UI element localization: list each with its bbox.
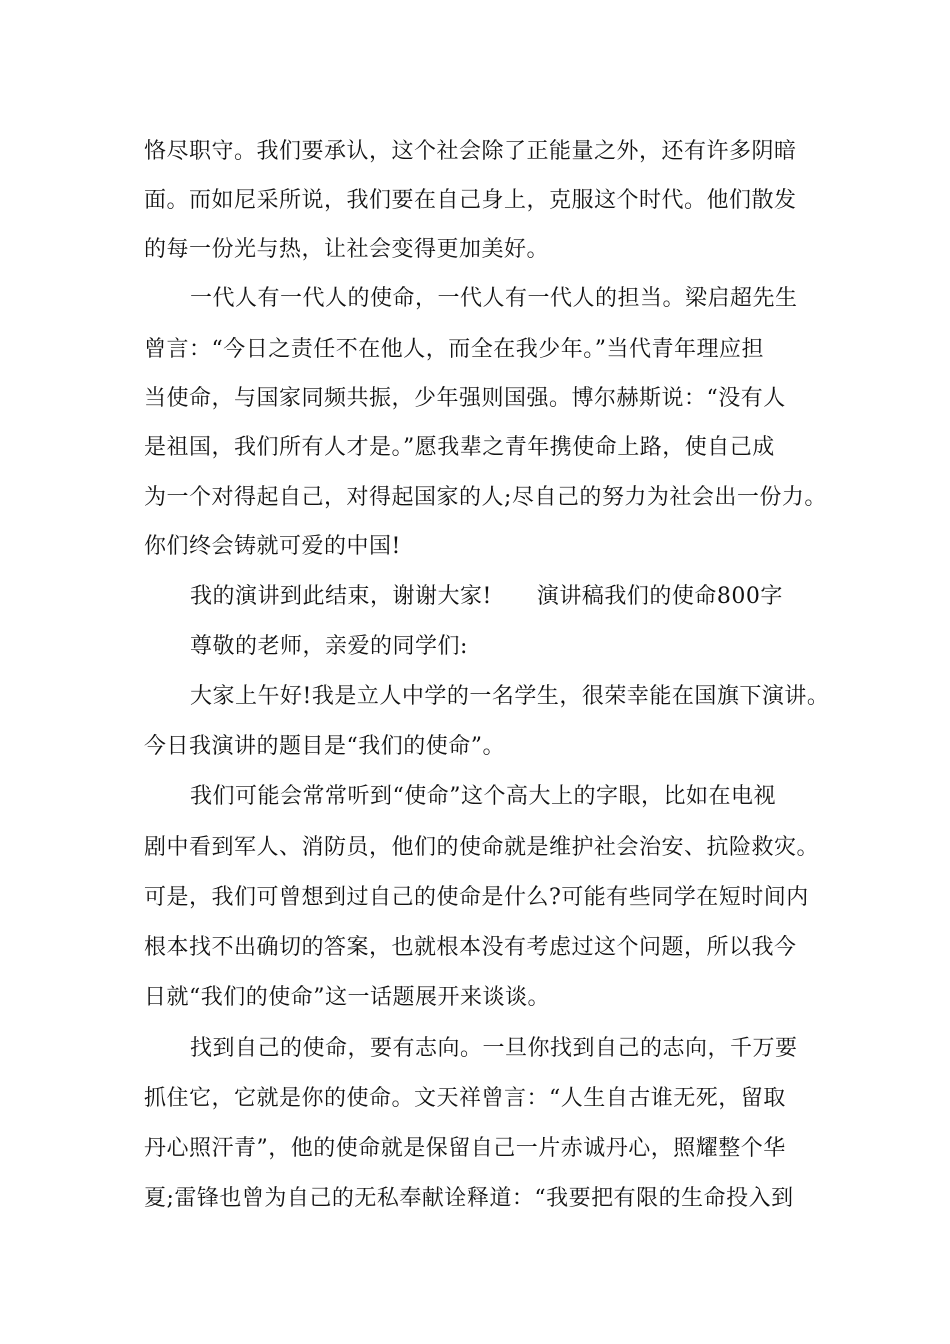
text-line: 恪尽职守。我们要承认，这个社会除了正能量之外，还有许多阴暗 (144, 139, 797, 164)
text-line: 夏;雷锋也曾为自己的无私奉献诠释道：“我要把有限的生命投入到 (144, 1186, 794, 1211)
text-line: 是祖国，我们所有人才是。”愿我辈之青年携使命上路，使自己成 (144, 435, 775, 460)
text-line: 的每一份光与热，让社会变得更加美好。 (144, 237, 550, 262)
text-line: 日就“我们的使命”这一话题展开来谈谈。 (144, 985, 550, 1010)
text-line: 今日我演讲的题目是“我们的使命”。 (144, 734, 505, 759)
text-line: 面。而如尼采所说，我们要在自己身上，克服这个时代。他们散发 (144, 188, 797, 213)
text-line: 抓住它，它就是你的使命。文天祥曾言：“人生自古谁无死，留取 (144, 1086, 786, 1111)
closing-line-and-title: 我的演讲到此结束，谢谢大家! 演讲稿我们的使命800字 (190, 584, 783, 609)
paragraph-first-line: 一代人有一代人的使命，一代人有一代人的担当。梁启超先生 (190, 286, 798, 311)
paragraph-first-line: 我们可能会常常听到“使命”这个高大上的字眼，比如在电视 (190, 784, 776, 809)
paragraph-first-line: 大家上午好!我是立人中学的一名学生，很荣幸能在国旗下演讲。 (190, 684, 830, 709)
text-line: 根本找不出确切的答案，也就根本没有考虑过这个问题，所以我今 (144, 935, 797, 960)
text-line: 你们终会铸就可爱的中国! (144, 534, 401, 559)
salutation: 尊敬的老师，亲爱的同学们: (190, 634, 468, 659)
text-line: 可是，我们可曾想到过自己的使命是什么?可能有些同学在短时间内 (144, 885, 809, 910)
text-line: 为一个对得起自己，对得起国家的人;尽自己的努力为社会出一份力。 (144, 485, 827, 510)
text-line: 曾言：“今日之责任不在他人，而全在我少年。”当代青年理应担 (144, 337, 764, 362)
paragraph-first-line: 找到自己的使命，要有志向。一旦你找到自己的志向，千万要 (190, 1036, 798, 1061)
text-line: 丹心照汗青”，他的使命就是保留自己一片赤诚丹心，照耀整个华 (144, 1136, 786, 1161)
text-line: 当使命，与国家同频共振，少年强则国强。博尔赫斯说：“没有人 (144, 386, 786, 411)
text-line: 剧中看到军人、消防员，他们的使命就是维护社会治安、抗险救灾。 (144, 835, 820, 860)
